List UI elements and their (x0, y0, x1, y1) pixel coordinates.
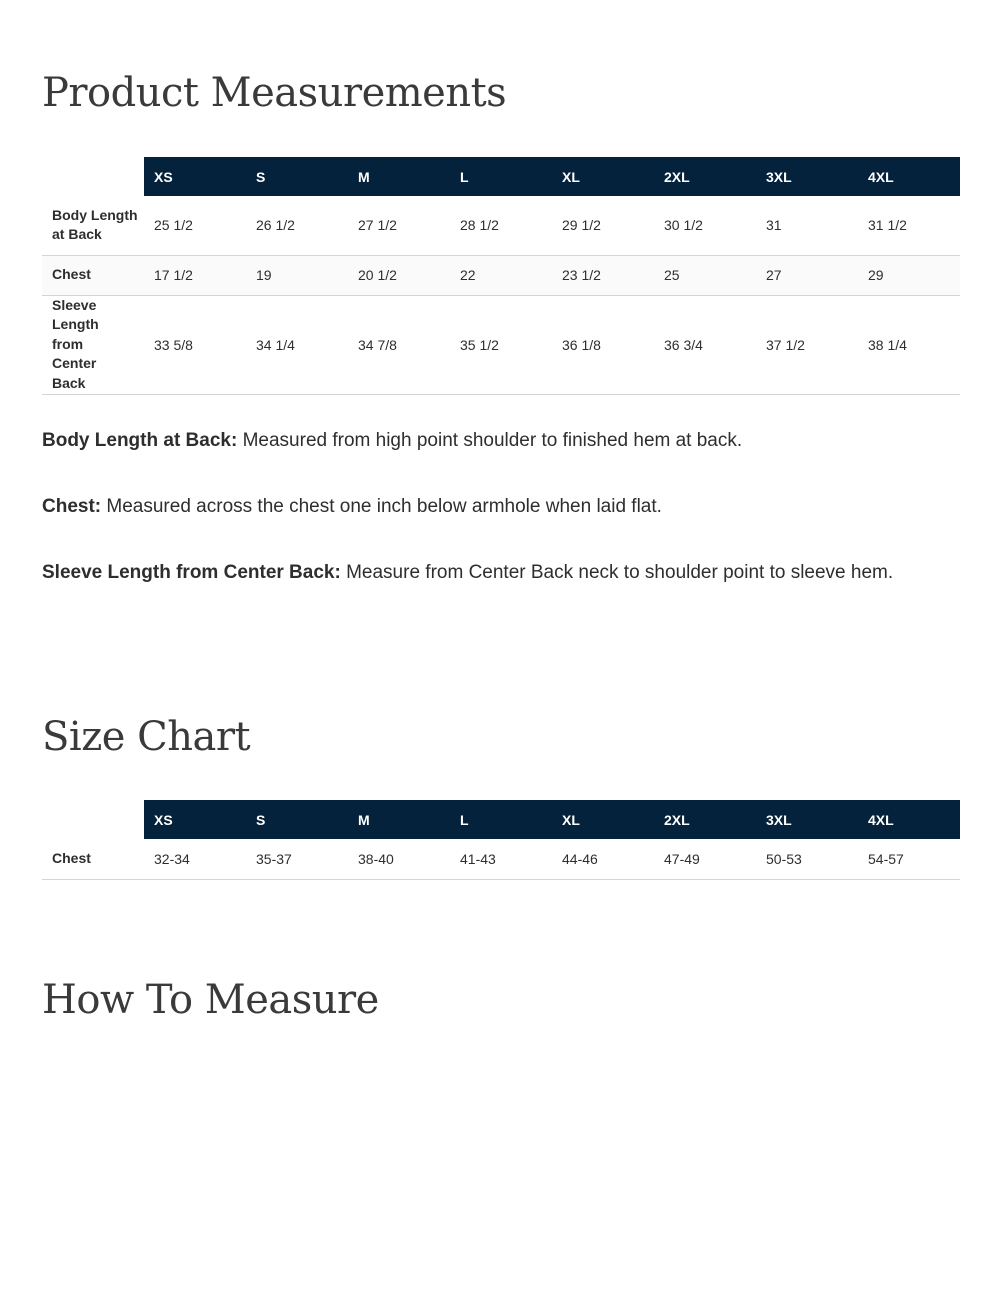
row-label: Sleeve Length from Center Back (52, 296, 99, 391)
size-header: 2XL (654, 800, 756, 839)
table-cell: 41-43 (460, 850, 496, 867)
size-header: S (246, 800, 348, 839)
table-cell: 38 1/4 (868, 336, 907, 353)
table-cell: 31 1/2 (868, 217, 907, 234)
row-label: Chest (52, 266, 91, 283)
table-cell: 19 (256, 267, 272, 283)
description-term: Chest: (42, 496, 102, 517)
table-cell: 38-40 (358, 850, 394, 867)
table-cell: 20 1/2 (358, 267, 397, 283)
table-cell: 28 1/2 (460, 217, 499, 234)
size-header: M (348, 157, 450, 196)
size-header: XS (144, 800, 246, 839)
table-cell: 30 1/2 (664, 217, 703, 234)
table-cell: 25 1/2 (154, 217, 193, 234)
table-row (42, 295, 960, 394)
table-cell: 50-53 (766, 850, 802, 867)
table-cell: 47-49 (664, 850, 700, 867)
measurement-description (42, 558, 942, 587)
table-cell: 22 (460, 267, 476, 283)
table-cell: 32-34 (154, 850, 190, 867)
table-row (42, 196, 960, 255)
description-text: Measured across the chest one inch below armhole when laid flat. (101, 496, 662, 517)
table-cell: 36 1/8 (562, 336, 601, 353)
size-header: XL (552, 157, 654, 196)
size-header: 3XL (756, 157, 858, 196)
product-measurements-table (42, 157, 960, 395)
size-header: 3XL (756, 800, 858, 839)
size-header: 4XL (858, 157, 960, 196)
table-cell: 33 5/8 (154, 336, 193, 353)
size-header: XS (144, 157, 246, 196)
header-corner (42, 157, 144, 196)
size-header: S (246, 157, 348, 196)
product-measurements-title: Product Measurements (42, 70, 507, 116)
measurement-description (42, 426, 942, 455)
table-header-row (42, 157, 960, 196)
table-cell: 26 1/2 (256, 217, 295, 234)
table-cell: 54-57 (868, 850, 904, 867)
table-cell: 36 3/4 (664, 336, 703, 353)
header-corner (42, 800, 144, 839)
table-cell: 37 1/2 (766, 336, 805, 353)
table-cell: 27 1/2 (358, 217, 397, 234)
description-text: Measured from high point shoulder to finished hem at back. (237, 430, 743, 451)
table-cell: 34 1/4 (256, 336, 295, 353)
measurement-description (42, 492, 942, 521)
table-cell: 35-37 (256, 850, 292, 867)
table-header-row (42, 800, 960, 839)
table-row (42, 255, 960, 295)
description-term: Body Length at Back: (42, 430, 238, 451)
table-cell: 25 (664, 267, 680, 283)
table-cell: 23 1/2 (562, 267, 601, 283)
size-header: L (450, 157, 552, 196)
size-header: XL (552, 800, 654, 839)
row-label: Chest (52, 850, 91, 866)
size-header: L (450, 800, 552, 839)
size-chart-title: Size Chart (42, 714, 251, 760)
how-to-measure-title: How To Measure (42, 977, 379, 1023)
size-header: M (348, 800, 450, 839)
table-cell: 44-46 (562, 850, 598, 867)
table-cell: 29 (868, 267, 884, 283)
description-text: Measure from Center Back neck to shoulder point to sleeve hem. (340, 562, 894, 583)
table-cell: 17 1/2 (154, 267, 193, 283)
table-cell: 34 7/8 (358, 336, 397, 353)
table-cell: 27 (766, 267, 782, 283)
size-chart-table (42, 800, 960, 880)
table-cell: 35 1/2 (460, 336, 499, 353)
size-header: 4XL (858, 800, 960, 839)
size-header: 2XL (654, 157, 756, 196)
table-cell: 31 (766, 217, 782, 234)
row-label: Body Length at Back (52, 206, 138, 243)
table-cell: 29 1/2 (562, 217, 601, 234)
table-row (42, 839, 960, 879)
description-term: Sleeve Length from Center Back: (42, 562, 341, 583)
